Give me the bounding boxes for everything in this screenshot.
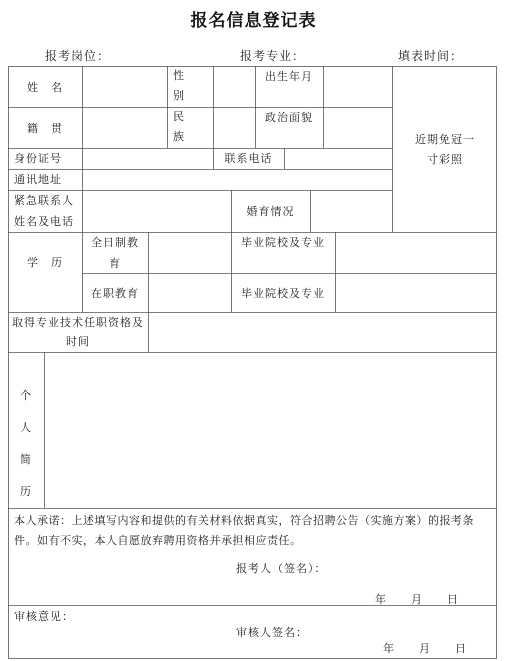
- label-phone: 联系电话: [224, 152, 273, 165]
- onjob-school-field[interactable]: [339, 277, 493, 309]
- label-education: 学 历: [27, 256, 63, 269]
- label-gender: 性别: [173, 69, 185, 102]
- commitment-text: 本人承诺：上述填写内容和提供的有关材料依据真实，符合招聘公告（实施方案）的报考条件。如有不实，本人自愿放弃聘用资格并承担相应责任。: [14, 514, 474, 547]
- label-onjob: 在职教育: [91, 287, 139, 300]
- onjob-field[interactable]: [152, 277, 228, 309]
- native-field[interactable]: [86, 111, 164, 145]
- form-title: 报名信息登记表: [190, 11, 317, 31]
- label-school-major-fulltime: 毕业院校及专业: [241, 236, 325, 249]
- label-birth: 出生年月: [265, 70, 313, 83]
- gender-field[interactable]: [216, 70, 252, 104]
- ethnicity-field[interactable]: [216, 111, 252, 145]
- header-date-label: 填表时间：: [398, 49, 464, 63]
- label-id: 身份证号: [14, 152, 62, 165]
- review-opinion-label: 审核意见：: [14, 610, 74, 623]
- resume-field[interactable]: [48, 356, 493, 505]
- label-emergency: 紧急联系人姓名及电话: [14, 194, 74, 228]
- label-resume: 个人简历: [20, 389, 32, 498]
- header-position-label: 报考岗位：: [45, 49, 111, 63]
- label-native: 籍 贯: [27, 122, 63, 135]
- label-politics: 政治面貌: [265, 111, 313, 124]
- emergency-field[interactable]: [86, 194, 228, 228]
- phone-field[interactable]: [288, 150, 388, 167]
- applicant-signature-label: 报考人（签名）：: [236, 562, 327, 575]
- reviewer-signature-label: 审核人签名：: [236, 626, 308, 639]
- applicant-date: 年 月 日: [375, 593, 459, 606]
- label-address: 通讯地址: [14, 173, 62, 186]
- fulltime-school-field[interactable]: [339, 236, 493, 270]
- id-field[interactable]: [86, 150, 210, 167]
- label-marital: 婚育情况: [246, 205, 295, 218]
- label-cert: 取得专业技术任职资格及时间: [12, 316, 144, 348]
- politics-field[interactable]: [326, 111, 389, 145]
- marital-field[interactable]: [314, 194, 388, 228]
- photo-placeholder[interactable]: 近期免冠一寸彩照: [415, 133, 475, 166]
- header-major-label: 报考专业：: [240, 49, 306, 63]
- birth-field[interactable]: [326, 70, 389, 104]
- label-school-major-onjob: 毕业院校及专业: [241, 287, 325, 300]
- label-ethnicity: 民族: [173, 110, 185, 143]
- label-name: 姓 名: [27, 81, 63, 94]
- label-fulltime: 全日制教育: [91, 236, 139, 270]
- review-date: 年 月 日: [383, 642, 467, 655]
- cert-field[interactable]: [152, 316, 493, 349]
- address-field[interactable]: [86, 171, 388, 188]
- name-field[interactable]: [86, 70, 164, 104]
- fulltime-field[interactable]: [152, 236, 228, 270]
